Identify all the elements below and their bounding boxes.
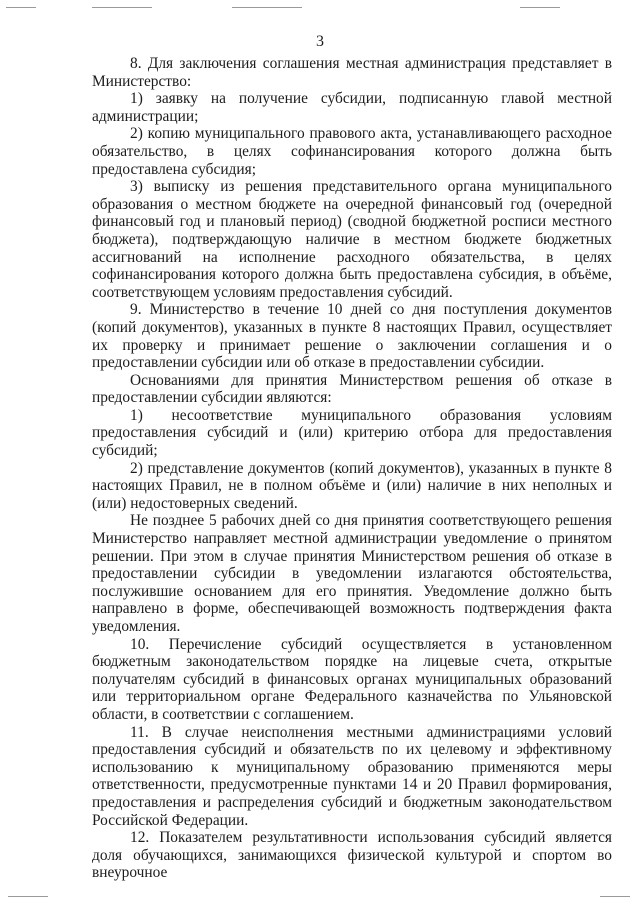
paragraph-refusal-item-1: 1) несоответствие муниципального образования условиям предоставления субсидий и (или) критерию отбора для предоставления субсидий; (92, 406, 612, 460)
scan-edge-mark (6, 7, 36, 8)
document-body (92, 55, 612, 882)
paragraph-notification: Не позднее 5 рабочих дней со дня принятия соответствующего решения Министерство направляет местной администрации уведомление о принятом решении. При этом в случае принятия Министерством решения об отказе в предоставлении субсидии в уведомлении излагаются обстоятельства, послужившие основанием для его принятия. Уведомление должно быть направлено в форме, обеспечивающей возможность подтверждения факта уведомления. (92, 512, 612, 635)
paragraph-8-item-3: 3) выписку из решения представительного органа муниципального образования о местном бюджете на очередной финансовый год (очередной финансовый год и плановый период) (сводной бюджетной росписи местного бюджета), подтверждающую наличие в местном бюджете бюджетных ассигнований на исполнение расходного обязательства, в целях софинансирования которого должна быть предоставлена субсидия, в объёме, соответствующем условиям предоставления субсидий. (92, 178, 612, 301)
page-number: 3 (316, 33, 324, 50)
paragraph-8: 8. Для заключения соглашения местная администрация представляет в Министерство: (92, 55, 612, 90)
scan-edge-mark (232, 7, 302, 8)
scan-edge-mark (92, 7, 152, 8)
paragraph-11: 11. В случае неисполнения местными администрациями условий предоставления субсидий и обязательств по их целевому и эффективному использованию к муниципальному образованию применяются меры ответственности, предусмотренные пунктами 14 и 20 Правил формирования, предоставления и распределения субсидий и бюджетным законодательством Российской Федерации. (92, 723, 612, 829)
paragraph-refusal-item-2: 2) представление документов (копий документов), указанных в пункте 8 настоящих Правил, не в полном объёме и (или) наличие в них неполных и (или) недостоверных сведений. (92, 459, 612, 512)
paragraph-refusal-grounds: Основаниями для принятия Министерством решения об отказе в предоставлении субсидии являются: (92, 371, 612, 407)
scan-edge-mark (8, 896, 48, 897)
paragraph-10: 10. Перечисление субсидий осуществляется в установленном бюджетным законодательством порядке на лицевые счета, открытые получателям субсидий в финансовых органах муниципальных образований или территориальном органе Федерального казначейства по Ульяновской области, в соответствии с соглашением. (92, 635, 612, 723)
paragraph-8-item-1: 1) заявку на получение субсидии, подписанную главой местной администрации; (92, 90, 612, 125)
scan-edge-mark (520, 7, 560, 8)
scan-edge-mark (600, 896, 630, 897)
paragraph-8-item-2: 2) копию муниципального правового акта, устанавливающего расходное обязательство, в целях софинансирования которого должна быть предоставлена субсидия; (92, 125, 612, 178)
paragraph-9: 9. Министерство в течение 10 дней со дня поступления документов (копий документов), указанных в пункте 8 настоящих Правил, осуществляет их проверку и принимает решение о заключении соглашения и о предоставлении субсидии или об отказе в предоставлении субсидии. (92, 301, 612, 372)
paragraph-12: 12. Показателем результативности использования субсидий является доля обучающихся, занимающихся физической культурой и спортом во внеурочное (92, 829, 612, 882)
